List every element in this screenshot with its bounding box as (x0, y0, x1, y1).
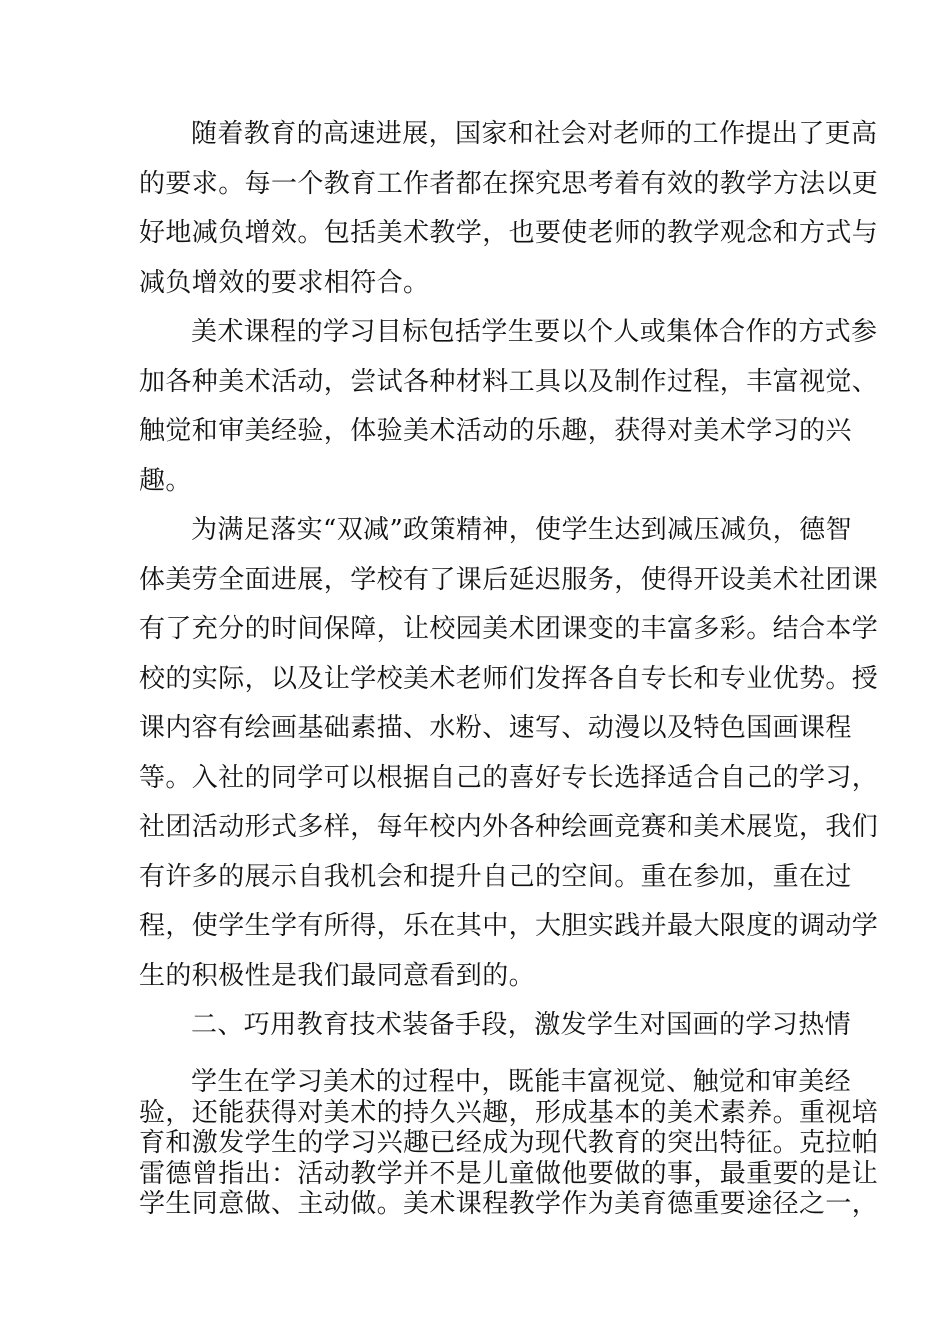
paragraph-2-line-3: 触觉和审美经验，体验美术活动的乐趣，获得对美术学习的兴 (139, 416, 852, 446)
paragraph-1-line-2: 的要求。每一个教育工作者都在探究思考着有效的教学方法以更 (139, 168, 879, 199)
paragraph-3-line-1: 为满足落实“双减”政策精神，使学生达到减压减负，德智 (191, 515, 852, 545)
paragraph-3-line-9: 程，使学生学有所得，乐在其中，大胆实践并最大限度的调动学 (139, 911, 879, 941)
paragraph-4-line-2: 验，还能获得对美术的持久兴趣，形成基本的美术素养。重视培 (139, 1097, 879, 1128)
paragraph-3-line-5: 课内容有绘画基础素描、水粉、速写、动漫以及特色国画课程 (139, 713, 852, 743)
paragraph-4-line-1: 学生在学习美术的过程中，既能丰富视觉、触觉和审美经 (191, 1067, 852, 1097)
paragraph-1-line-1: 随着教育的高速进展，国家和社会对老师的工作提出了更高 (191, 119, 878, 149)
section-heading: 二、巧用教育技术装备手段，激发学生对国画的学习热情 (191, 1010, 852, 1040)
paragraph-3-line-10: 生的积极性是我们最同意看到的。 (139, 960, 536, 991)
paragraph-3-line-6: 等。入社的同学可以根据自己的喜好专长选择适合自己的学习， (139, 762, 879, 793)
paragraph-1-line-3: 好地减负增效。包括美术教学，也要使老师的教学观念和方式与 (139, 218, 879, 248)
paragraph-3-line-2: 体美劳全面进展，学校有了课后延迟服务，使得开设美术社团课 (139, 564, 879, 595)
paragraph-1-line-4: 减负增效的要求相符合。 (139, 267, 430, 298)
paragraph-3-line-3: 有了充分的时间保障，让校园美术团课变的丰富多彩。结合本学 (139, 614, 879, 644)
paragraph-4-line-3: 育和激发学生的学习兴趣已经成为现代教育的突出特征。克拉帕 (139, 1128, 879, 1158)
paragraph-4-line-5: 学生同意做、主动做。美术课程教学作为美育德重要途径之一， (139, 1189, 879, 1219)
paragraph-4-line-4: 雷德曾指出：活动教学并不是儿童做他要做的事，最重要的是让 (139, 1158, 879, 1189)
paragraph-2-line-2: 加各种美术活动，尝试各种材料工具以及制作过程，丰富视觉、 (139, 366, 879, 397)
paragraph-2-line-1: 美术课程的学习目标包括学生要以个人或集体合作的方式参 (191, 317, 878, 347)
paragraph-2-line-4: 趣。 (139, 465, 192, 496)
body-text-spaced (139, 110, 879, 1051)
paragraph-3-line-4: 校的实际，以及让学校美术老师们发挥各自专长和专业优势。授 (139, 663, 879, 694)
body-text-tight (139, 1067, 879, 1220)
paragraph-3-line-7: 社团活动形式多样，每年校内外各种绘画竞赛和美术展览，我们 (139, 812, 879, 842)
paragraph-3-line-8: 有许多的展示自我机会和提升自己的空间。重在参加，重在过 (139, 861, 852, 892)
